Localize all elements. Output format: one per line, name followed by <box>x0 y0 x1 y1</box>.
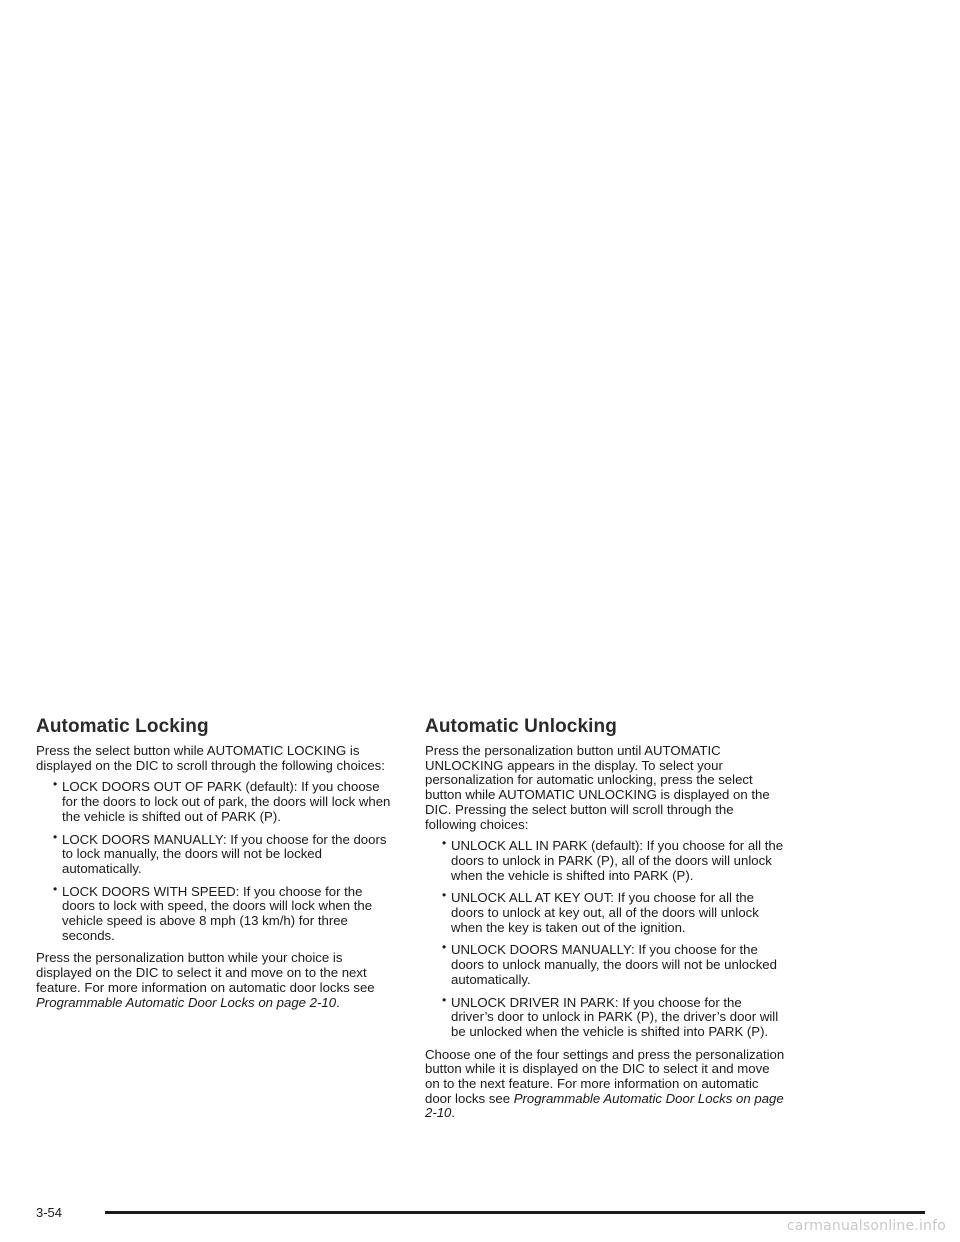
automatic-unlocking-heading: Automatic Unlocking <box>425 716 617 737</box>
bullet-icon: • <box>53 829 58 844</box>
automatic-unlocking-intro: Press the personalization button until AUTOMATIC UNLOCKING appears in the display. To select your personalization for automatic unlocking, press the select button while AUTOMATIC UNLOCKING is displayed on the DIC. Pressing the select button will scroll through the following choices: <box>425 743 770 832</box>
outro-end: . <box>451 1105 456 1121</box>
bullet-icon: • <box>53 777 58 792</box>
automatic-locking-section <box>36 716 396 1010</box>
bullet-icon: • <box>53 881 58 896</box>
footer-rule <box>105 1211 925 1214</box>
list-item-text: UNLOCK ALL AT KEY OUT: If you choose for all the doors to unlock at key out, all of the doors will unlock when the key is taken out of the ignition. <box>451 890 759 935</box>
list-item-text: LOCK DOORS WITH SPEED: If you choose for the doors to lock with speed, the doors will lock when the vehicle speed is above 8 mph (13 km/h) for three seconds. <box>62 883 373 943</box>
list-item <box>36 829 396 877</box>
automatic-unlocking-section <box>425 716 785 1121</box>
outro-text: Press the personalization button while your choice is displayed on the DIC to select it and move on to the next feature. For more information on automatic door locks see <box>36 950 375 995</box>
list-item <box>425 992 785 1040</box>
automatic-unlocking-choices <box>425 836 785 1039</box>
cross-reference-link[interactable]: Programmable Automatic Door Locks on page 2-10 <box>425 1090 784 1121</box>
outro-end: . <box>336 994 340 1010</box>
list-item <box>425 940 785 987</box>
bullet-icon: • <box>442 992 447 1007</box>
page-number: 3-54 <box>36 1205 63 1220</box>
list-item-text: LOCK DOORS OUT OF PARK (default): If you choose for the doors to lock out of park, the doors will lock when the vehicle is shifted out of PARK (P). <box>62 779 391 824</box>
automatic-locking-outro <box>36 951 396 1010</box>
list-item-text: UNLOCK ALL IN PARK (default): If you choose for all the doors to unlock in PARK (P), all of the doors will unlock when the vehicle is shifted into PARK (P). <box>451 838 784 883</box>
bullet-icon: • <box>442 940 447 955</box>
automatic-locking-intro: Press the select button while AUTOMATIC LOCKING is displayed on the DIC to scroll through the following choices: <box>36 743 385 773</box>
list-item-text: UNLOCK DRIVER IN PARK: If you choose for the driver’s door to unlock in PARK (P), the driver’s door will be unlocked when the vehicle is shifted into PARK (P). <box>451 994 779 1039</box>
automatic-locking-choices <box>36 777 396 943</box>
automatic-locking-heading: Automatic Locking <box>36 716 209 737</box>
cross-reference-link[interactable]: Programmable Automatic Door Locks on page 2-10 <box>36 994 337 1010</box>
bullet-icon: • <box>442 888 447 903</box>
automatic-unlocking-outro <box>425 1048 785 1122</box>
list-item <box>36 881 396 944</box>
bullet-icon: • <box>442 836 447 851</box>
outro-text: Choose one of the four settings and press the personalization button while it is displayed on the DIC to select it and move on to the next feature. For more information on automatic door locks see <box>425 1046 785 1106</box>
list-item <box>425 888 785 935</box>
list-item-text: LOCK DOORS MANUALLY: If you choose for the doors to lock manually, the doors will not be locked automatically. <box>62 831 387 876</box>
watermark: carmanualsonline.info <box>786 1218 946 1234</box>
list-item-text: UNLOCK DOORS MANUALLY: If you choose for the doors to unlock manually, the doors will not be unlocked automatically. <box>451 942 777 987</box>
list-item <box>36 777 396 824</box>
list-item <box>425 836 785 883</box>
